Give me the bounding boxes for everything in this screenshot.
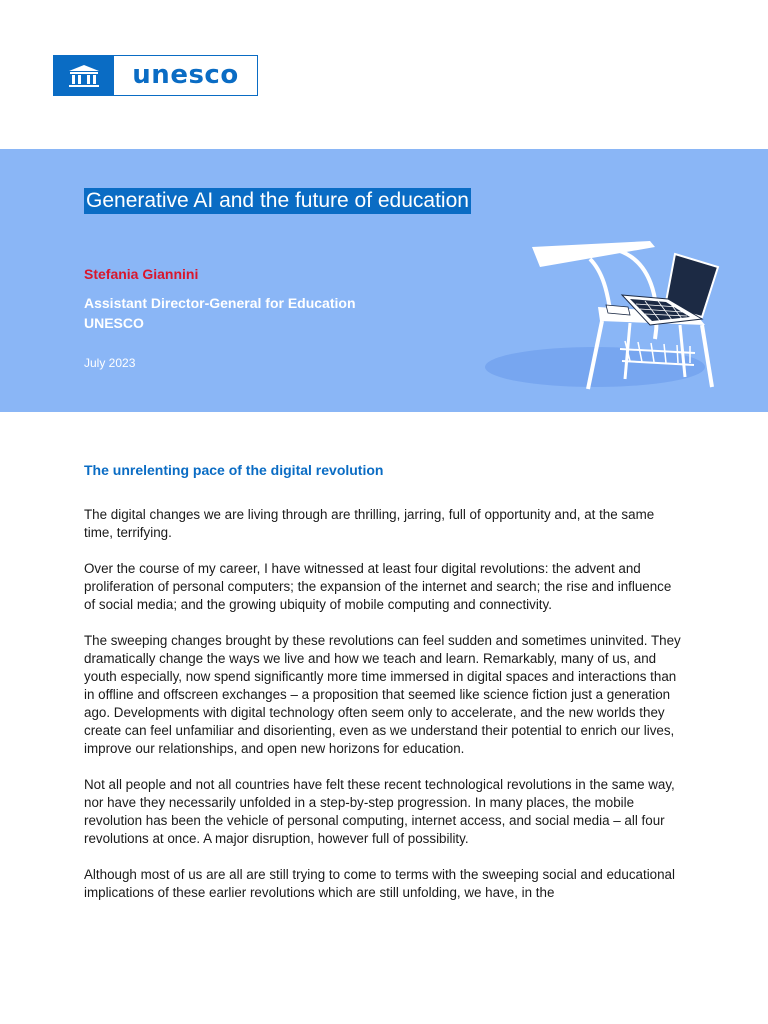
publication-date: July 2023 xyxy=(84,356,136,370)
document-title: Generative AI and the future of education xyxy=(86,189,469,212)
paragraph: Although most of us are all are still trying to come to terms with the sweeping social and educational implications of these earlier revolutions which are still unfolding, we have, in the xyxy=(84,867,675,900)
author-role: Assistant Director-General for Education xyxy=(84,295,356,311)
author-organization: UNESCO xyxy=(84,315,144,331)
author-name: Stefania Giannini xyxy=(84,266,199,282)
header-banner xyxy=(0,149,768,412)
unesco-logo xyxy=(53,55,258,96)
paragraph: Over the course of my career, I have witnessed at least four digital revolutions: the advent and proliferation of personal computers; the expansion of the internet and search; the rise and influence of social media; and the growing ubiquity of mobile computing and connectivity. xyxy=(84,561,672,612)
paragraph: The sweeping changes brought by these revolutions can feel sudden and sometimes uninvited. They dramatically change the ways we live and how we teach and learn. Remarkably, many of us, and youth especially, now spend significantly more time immersed in digital spaces and interactions than in offline and offscreen exchanges – a proposition that seemed like science fiction just a generation ago. Developments with digital technology often seem only to accelerate, and the new worlds they create can feel unfamiliar and disorienting, even as we understand their potential to enrich our lives, improve our relationships, and open new horizons for education. xyxy=(84,633,681,756)
paragraph: The digital changes we are living through are thrilling, jarring, full of opportunity and, at the same time, terrifying. xyxy=(84,507,655,540)
logo-wordmark: unesco xyxy=(132,59,239,90)
temple-icon xyxy=(54,56,114,95)
body-text xyxy=(84,506,686,920)
paragraph: Not all people and not all countries have felt these recent technological revolutions in the same way, nor have they necessarily unfolded in a step-by-step progression. In many places, the mobile revolution has been the vehicle of personal computing, internet access, and social media – all four revolutions at once. A major disruption, however full of possibility. xyxy=(84,777,675,846)
section-heading: The unrelenting pace of the digital revolution xyxy=(84,462,384,478)
school-desk-laptop-illustration xyxy=(480,229,750,404)
